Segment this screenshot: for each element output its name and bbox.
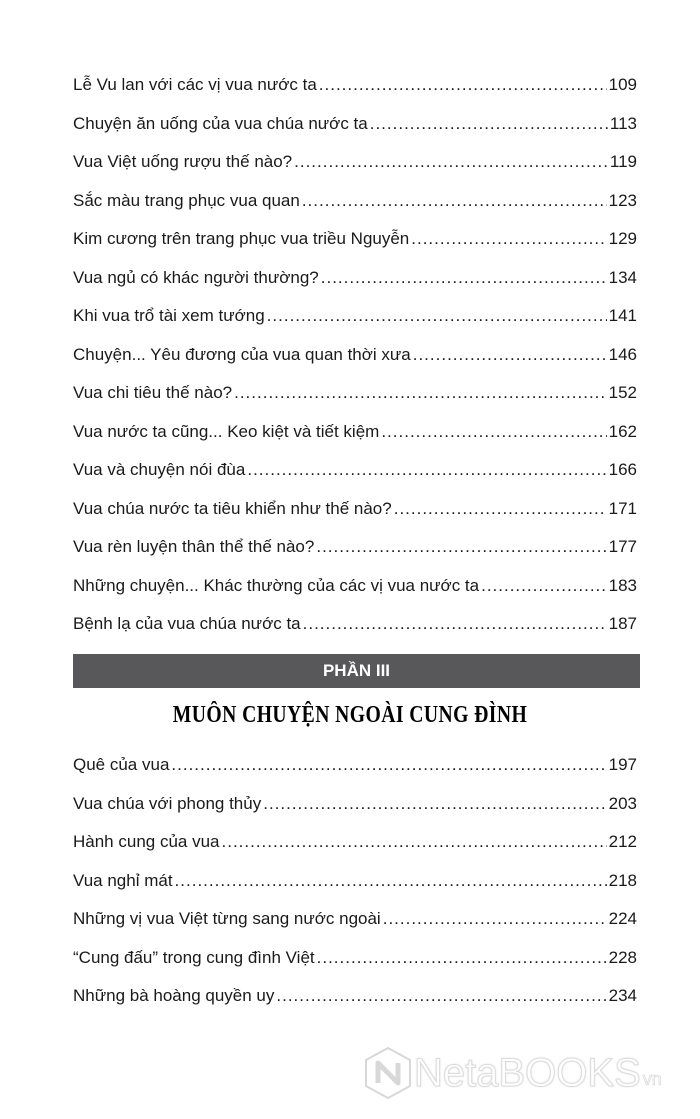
entry-page: 218: [608, 870, 637, 890]
entry-page: 123: [608, 190, 637, 210]
dot-leader: [481, 567, 607, 606]
dot-leader: [316, 528, 606, 567]
entry-title: Vua chi tiêu thế nào?: [73, 383, 233, 402]
dot-leader: [267, 297, 607, 336]
toc-entry: [73, 823, 637, 862]
toc-entry: [73, 220, 637, 259]
toc-entry: [73, 939, 637, 978]
watermark-suffix: vn: [642, 1068, 662, 1089]
entry-title: Vua nước ta cũng... Keo kiệt và tiết kiệm: [73, 421, 380, 441]
entry-title: Vua Việt uống rượu thế nào?: [73, 152, 293, 171]
toc-entry: [73, 413, 637, 452]
entry-title: Vua rèn luyện thân thể thế nào?: [73, 537, 315, 556]
entry-page: 134: [608, 267, 637, 287]
dot-leader: [303, 605, 607, 644]
entry-title: Vua chúa nước ta tiêu khiển như thế nào?: [73, 498, 392, 518]
dot-leader: [222, 823, 607, 862]
entry-page: 224: [608, 909, 637, 928]
entry-title: Khi vua trổ tài xem tướng: [73, 306, 265, 325]
entry-page: 119: [609, 152, 637, 171]
entry-page: 166: [608, 460, 637, 479]
entry-title: Hành cung của vua: [73, 832, 220, 851]
entry-title: Vua ngủ có khác người thường?: [73, 267, 319, 287]
entry-title: “Cung đấu” trong cung đình Việt: [73, 947, 315, 967]
entry-page: 171: [608, 498, 637, 518]
toc-entry: [73, 451, 637, 490]
watermark-brand: NetaBOOKS: [414, 1050, 641, 1095]
entry-page: 109: [608, 75, 637, 94]
dot-leader: [319, 66, 607, 105]
entry-page: 197: [608, 755, 637, 774]
dot-leader: [321, 259, 607, 298]
toc-entry: [73, 567, 637, 606]
toc-entry: [73, 528, 637, 567]
toc-entry: [73, 977, 637, 1016]
dot-leader: [413, 336, 607, 375]
toc-entry: [73, 746, 637, 785]
entry-title: Những bà hoàng quyền uy: [73, 986, 275, 1005]
dot-leader: [302, 182, 607, 221]
entry-title: Vua nghỉ mát: [73, 870, 173, 890]
toc-entry: [73, 105, 637, 144]
toc-entry: [73, 862, 637, 901]
entry-page: 183: [608, 575, 637, 595]
entry-title: Chuyện ăn uống của vua chúa nước ta: [73, 113, 368, 133]
dot-leader: [411, 220, 606, 259]
netabooks-watermark: [362, 1045, 662, 1101]
toc-list-part3: [73, 746, 637, 1016]
entry-title: Kim cương trên trang phục vua triều Nguyễn: [73, 229, 410, 248]
dot-leader: [175, 862, 607, 901]
entry-title: Những vị vua Việt từng sang nước ngoài: [73, 909, 381, 928]
entry-page: 228: [608, 947, 637, 967]
entry-title: Lễ Vu lan với các vị vua nước ta: [73, 75, 317, 94]
dot-leader: [394, 490, 607, 529]
entry-page: 129: [608, 229, 637, 248]
entry-page: 203: [608, 793, 637, 813]
dot-leader: [247, 451, 606, 490]
part-banner: PHẦN III: [73, 654, 640, 688]
part-title: MUÔN CHUYỆN NGOÀI CUNG ĐÌNH: [172, 702, 528, 728]
dot-leader: [294, 143, 608, 182]
entry-page: 113: [609, 113, 637, 133]
entry-page: 187: [608, 614, 637, 633]
entry-title: Quê của vua: [73, 755, 170, 774]
entry-page: 146: [608, 344, 637, 364]
dot-leader: [381, 413, 606, 452]
toc-entry: [73, 900, 637, 939]
toc-entry: [73, 66, 637, 105]
toc-list-top: [73, 66, 637, 644]
dot-leader: [276, 977, 606, 1016]
dot-leader: [171, 746, 606, 785]
entry-title: Những chuyện... Khác thường của các vị vua nước ta: [73, 575, 480, 595]
entry-page: 141: [608, 306, 637, 325]
dot-leader: [263, 785, 606, 824]
toc-entry: [73, 490, 637, 529]
dot-leader: [383, 900, 607, 939]
entry-page: 162: [608, 421, 637, 441]
entry-page: 212: [608, 832, 637, 851]
toc-entry: [73, 374, 637, 413]
dot-leader: [234, 374, 607, 413]
toc-entry: [73, 143, 637, 182]
entry-page: 234: [608, 986, 637, 1005]
toc-entry: [73, 605, 637, 644]
entry-title: Bệnh lạ của vua chúa nước ta: [73, 614, 301, 633]
toc-entry: [73, 297, 637, 336]
netabooks-logo-icon: [362, 1045, 414, 1101]
toc-entry: [73, 336, 637, 375]
toc-entry: [73, 785, 637, 824]
entry-title: Vua và chuyện nói đùa: [73, 460, 246, 479]
dot-leader: [317, 939, 607, 978]
entry-page: 177: [608, 537, 637, 556]
entry-page: 152: [608, 383, 637, 402]
toc-entry: [73, 259, 637, 298]
entry-title: Chuyện... Yêu đương của vua quan thời xưa: [73, 344, 411, 364]
toc-entry: [73, 182, 637, 221]
entry-title: Vua chúa với phong thủy: [73, 793, 262, 813]
dot-leader: [370, 105, 608, 144]
entry-title: Sắc màu trang phục vua quan: [73, 190, 300, 210]
